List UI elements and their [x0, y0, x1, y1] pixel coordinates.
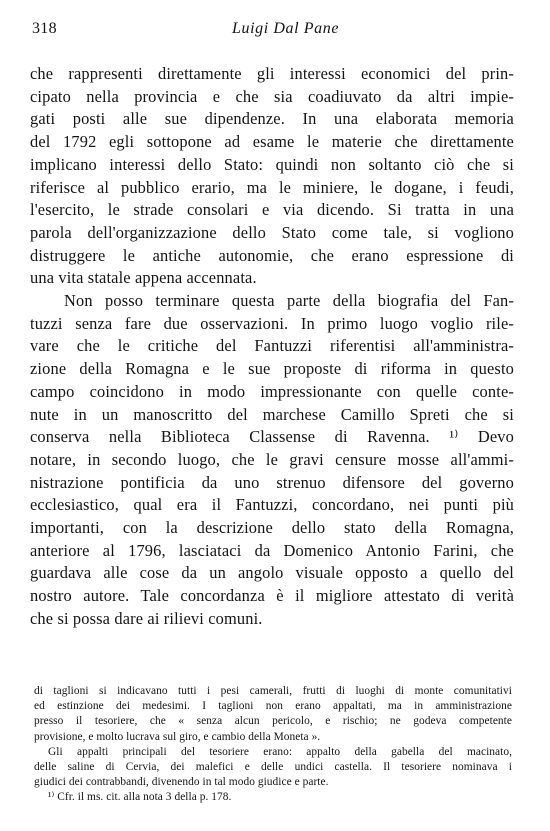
footnote-line: ed estinzione dei medesimi. I taglioni non erano appaltati, ma in amministrazione — [34, 700, 512, 713]
page-number: 318 — [32, 20, 57, 37]
page-header — [32, 20, 512, 44]
text-line: che rappresenti direttamente gli interessi economici del prin- — [30, 64, 514, 83]
text-line: vare che le critiche del Fantuzzi riferentisi all'amministra- — [30, 336, 514, 356]
text-line: cipato nella provincia e che sia coadiuvato da altri impie- — [30, 86, 514, 106]
text-line: tuzzi senza fare due osservazioni. In primo luogo voglio rile- — [30, 313, 514, 333]
text-line: anteriore al 1796, lasciataci da Domenico Antonio Farini, che — [30, 540, 514, 560]
text-line: del 1792 egli sottopone ad esame le materie che direttamente — [30, 132, 514, 152]
text-line: importanti, con la descrizione dello stato della Romagna, — [30, 518, 514, 538]
text-line: campo coincidono in modo impressionante con quelle conte- — [30, 381, 514, 401]
text-line: nistrazione pontificia da uno strenuo difensore del governo — [30, 472, 514, 492]
footnote-line: di taglioni si indicavano tutti i pesi camerali, frutti di luoghi di monte comunitativi — [34, 685, 512, 697]
running-head: Luigi Dal Pane — [232, 20, 340, 37]
footnotes — [34, 684, 512, 806]
text-line: conserva nella Biblioteca Classense di Ravenna. ¹⁾ Devo — [30, 427, 514, 447]
text-line: parola dell'organizzazione dello Stato come tale, si vogliono — [30, 222, 514, 242]
text-line: zione della Romagna e le sue proposte di riforma in questo — [30, 359, 514, 379]
text-line: Non posso terminare questa parte della biografia del Fan- — [64, 291, 514, 311]
text-line: che si possa dare ai rilievi comuni. — [30, 608, 263, 628]
footnote-line: delle saline di Cervia, dei malefici e delle undici castella. Il tesoriere nominava i — [34, 761, 512, 774]
paragraph-2 — [30, 290, 514, 631]
text-line: l'esercito, le strade consolari e via dicendo. Si tratta in una — [30, 200, 514, 220]
text-line: ecclesiastico, qual era il Fantuzzi, concordano, nei punti più — [30, 495, 514, 515]
text-line: nostro autore. Tale concordanza è il migliore attestato di verità — [30, 586, 514, 606]
text-line: guardava alle cose da un angolo visuale opposto a quello del — [30, 563, 514, 583]
text-line: riferisce al pubblico erario, ma le miniere, le dogane, i feudi, — [30, 177, 514, 197]
text-line: implicano interessi dello Stato: quindi non soltanto ciò che si — [30, 154, 514, 174]
body-text — [30, 63, 514, 631]
paragraph-1 — [30, 63, 514, 290]
footnote-line: giudici dei contrabbandi, divenendo in tal modo giudice e parte. — [34, 776, 329, 789]
footnote-line: presso il tesoriere, che « senza alcun pericolo, e rischio; ne godeva competente — [34, 715, 512, 728]
text-line: gati posti alle sue dipendenze. In una elaborata memoria — [30, 109, 514, 129]
text-line: distruggere le antiche autonomie, che erano espressione di — [30, 245, 514, 265]
text-line: notare, in secondo luogo, che le gravi censure mosse all'ammi- — [30, 449, 514, 469]
footnote-1: ¹⁾ Cfr. il ms. cit. alla nota 3 della p. 178. — [48, 791, 232, 804]
footnote-line: provisione, e molto lucrava sul giro, e cambio della Moneta ». — [34, 730, 321, 743]
text-line: nute in un manoscritto del marchese Camillo Spreti che si — [30, 404, 514, 424]
footnote-line: Gli appalti principali del tesoriere erano: appalto della gabella del macinato, — [48, 745, 512, 758]
text-line: una vita statale appena accennata. — [30, 268, 257, 288]
